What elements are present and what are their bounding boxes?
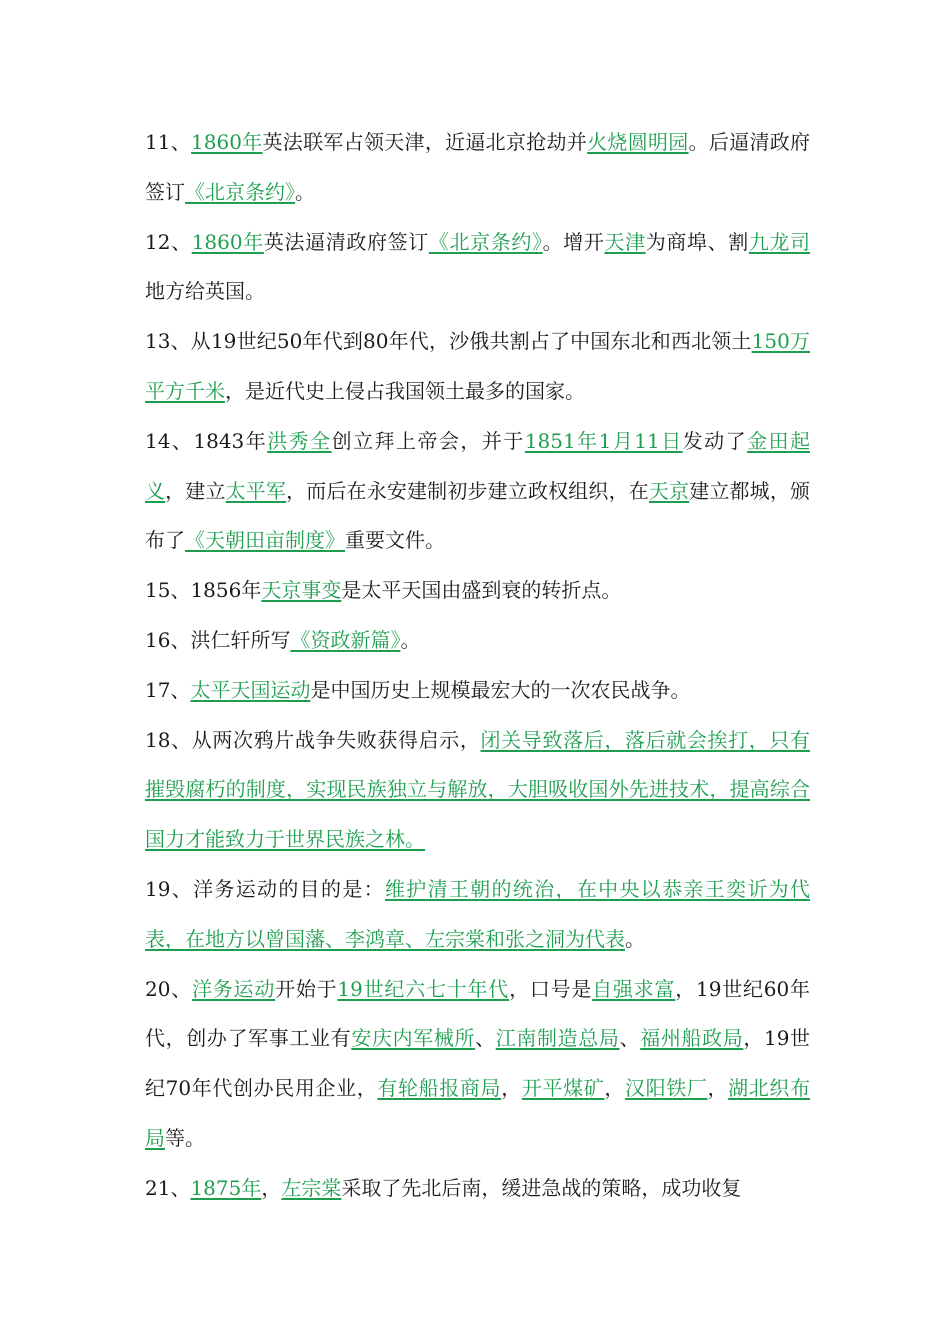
answer-text: 有轮船报商局 bbox=[377, 1076, 502, 1101]
question-text: 创立拜上帝会，并于 bbox=[331, 428, 525, 453]
question-text: 等。 bbox=[165, 1125, 205, 1150]
question-text: 13、从19世纪50年代到80年代，沙俄共割占了中国东北和西北领土 bbox=[145, 329, 752, 354]
question-text: 14、1843年 bbox=[145, 428, 268, 453]
question-text: 建立都城，颁布了 bbox=[145, 478, 810, 553]
question-text: 是太平天国由盛到衰的转折点。 bbox=[341, 578, 622, 603]
question-text: 英法联军占领天津，近逼北京抢劫并 bbox=[262, 130, 588, 154]
answer-text: 福州船政局 bbox=[640, 1026, 744, 1051]
question-text: 。增开 bbox=[542, 229, 605, 254]
question-text: 19、洋务运动的目的是： bbox=[145, 876, 385, 901]
question-item bbox=[145, 317, 810, 417]
question-item bbox=[145, 865, 810, 965]
answer-text: 开平煤矿 bbox=[521, 1076, 605, 1101]
answer-text: 150万平方千米 bbox=[145, 329, 810, 403]
question-text: 重要文件。 bbox=[345, 528, 445, 553]
question-text: ，口号是 bbox=[509, 976, 593, 1001]
question-item bbox=[145, 118, 810, 218]
question-text: ， bbox=[261, 1175, 282, 1200]
answer-text: 1851年1月11日 bbox=[524, 428, 683, 453]
question-item bbox=[145, 666, 810, 716]
answer-text: 湖北织布局 bbox=[145, 1076, 811, 1150]
answer-text: 19世纪六七十年代 bbox=[337, 976, 510, 1001]
question-text: 是中国历史上规模最宏大的一次农民战争。 bbox=[310, 677, 691, 702]
question-text: 、 bbox=[475, 1026, 496, 1051]
question-item bbox=[145, 417, 810, 566]
question-text: ，建立 bbox=[165, 478, 226, 503]
question-text: ，而后在永安建制初步建立政权组织，在 bbox=[286, 478, 649, 503]
answer-text: 1860年 bbox=[191, 130, 263, 154]
answer-text: 《北京条约》 bbox=[185, 179, 295, 204]
question-item bbox=[145, 616, 810, 666]
question-list bbox=[145, 118, 810, 1214]
answer-text: 天京事变 bbox=[261, 578, 342, 603]
answer-text: 金田起义 bbox=[145, 428, 811, 503]
answer-text: 天京 bbox=[648, 478, 690, 503]
answer-text: 九龙司 bbox=[748, 229, 811, 254]
question-text: ， bbox=[604, 1076, 625, 1101]
answer-text: 1860年 bbox=[191, 229, 264, 254]
answer-text: 自强求富 bbox=[592, 976, 676, 1001]
answer-text: 闭关导致落后，落后就会挨打，只有摧毁腐朽的制度，实现民族独立与解放，大胆吸收国外先进技术，提高综合国力才能致力于世界民族之林。 bbox=[145, 727, 811, 852]
question-text: 、 bbox=[619, 1026, 641, 1051]
question-text: 发动了 bbox=[682, 428, 748, 453]
answer-text: 汉阳铁厂 bbox=[625, 1076, 708, 1101]
answer-text: 左宗棠 bbox=[281, 1175, 342, 1200]
question-text: ， bbox=[501, 1076, 522, 1101]
answer-text: 火烧圆明园 bbox=[587, 130, 689, 154]
answer-text: 《天朝田亩制度》 bbox=[185, 528, 345, 553]
question-text: 21、 bbox=[145, 1175, 191, 1200]
question-text: 12、 bbox=[145, 229, 192, 254]
question-text: 16、洪仁轩所写 bbox=[145, 627, 291, 652]
answer-text: 洋务运动 bbox=[192, 976, 276, 1001]
question-text: 。 bbox=[400, 627, 421, 652]
question-text: 采取了先北后南，缓进急战的策略，成功收复 bbox=[341, 1175, 742, 1200]
question-item bbox=[145, 965, 810, 1164]
question-text: 为商埠、割 bbox=[645, 229, 749, 254]
question-text: 11、 bbox=[145, 130, 192, 154]
question-text: ，是近代史上侵占我国领土最多的国家。 bbox=[225, 378, 585, 403]
answer-text: 安庆内军械所 bbox=[351, 1026, 476, 1051]
question-text: ，19世纪60年代，创办了军事工业有 bbox=[145, 976, 811, 1051]
question-text: 17、 bbox=[145, 677, 191, 702]
question-text: 开始于 bbox=[275, 976, 338, 1001]
question-text: 英法逼清政府签订 bbox=[263, 229, 429, 254]
question-item bbox=[145, 566, 810, 616]
answer-text: 江南制造总局 bbox=[495, 1026, 620, 1051]
question-text: 15、1856年 bbox=[145, 578, 262, 603]
question-item bbox=[145, 1164, 810, 1214]
question-text: 。 bbox=[295, 179, 315, 204]
answer-text: 《北京条约》 bbox=[428, 229, 543, 254]
question-text: ，19世纪70年代创办民用企业， bbox=[145, 1026, 811, 1101]
answer-text: 维护清王朝的统治，在中央以恭亲王奕䜣为代表，在地方以曾国藩、李鸿章、左宗棠和张之洞为代表 bbox=[145, 876, 810, 951]
answer-text: 太平军 bbox=[225, 478, 287, 503]
answer-text: 太平天国运动 bbox=[190, 677, 311, 702]
question-item bbox=[145, 218, 810, 318]
question-item bbox=[145, 716, 810, 865]
question-text: 18、从两次鸦片战争失败获得启示， bbox=[145, 727, 481, 752]
answer-text: 天津 bbox=[604, 229, 646, 254]
question-text: 地方给英国。 bbox=[145, 279, 265, 304]
question-text: 。后逼清政府签订 bbox=[145, 130, 811, 204]
question-text: 。 bbox=[625, 926, 645, 951]
answer-text: 《资政新篇》 bbox=[290, 627, 401, 652]
answer-text: 洪秀全 bbox=[267, 428, 332, 453]
question-text: ， bbox=[707, 1076, 729, 1101]
answer-text: 1875年 bbox=[190, 1175, 262, 1200]
question-text: 20、 bbox=[145, 976, 192, 1001]
